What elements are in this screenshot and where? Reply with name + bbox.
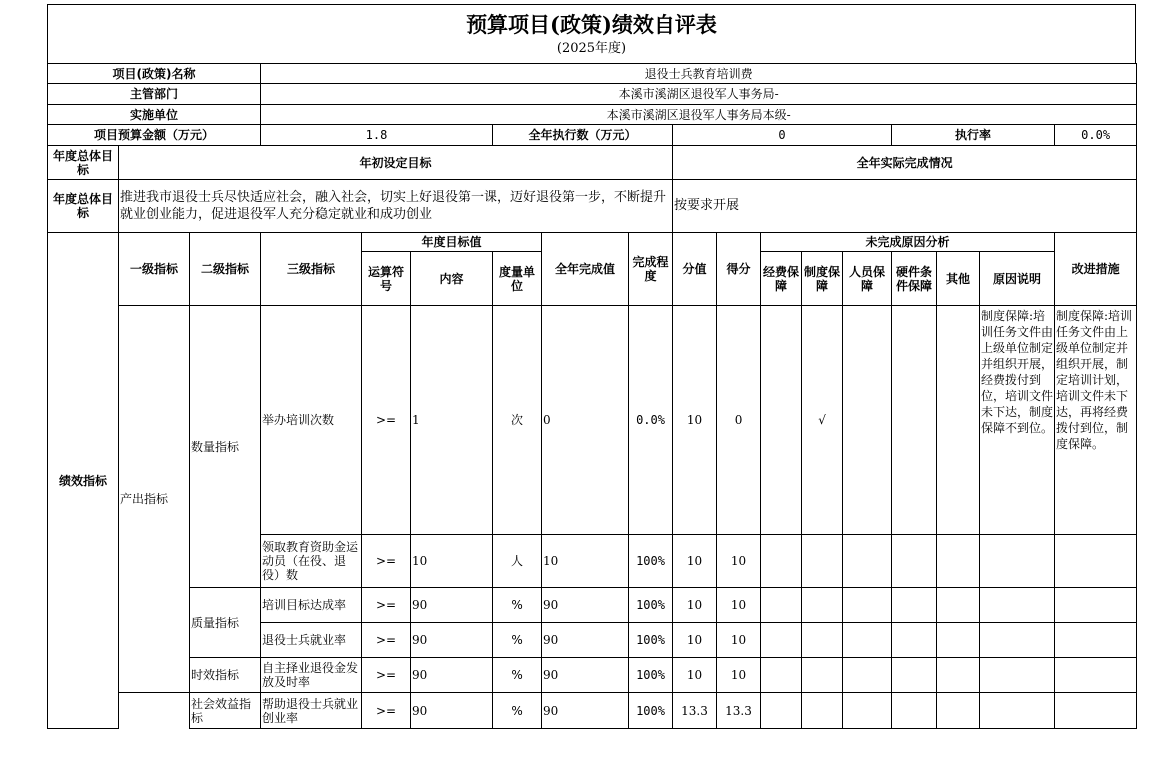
- operator-cell: >=: [362, 693, 411, 729]
- hardware-cell: [892, 693, 937, 729]
- system-check-mark: √: [802, 306, 843, 535]
- improvement-cell: [1055, 693, 1137, 729]
- goals-label: 年度总体目标: [48, 146, 119, 180]
- improvement-cell: 制度保障:培训任务文件由上级单位制定并组织开展，制定培训计划，培训文件未下达，再将经费拨付到位，制度保障。: [1055, 306, 1137, 535]
- evaluation-table: [47, 63, 1137, 729]
- table-row: [48, 693, 1137, 729]
- executed-label: 全年执行数（万元）: [493, 125, 673, 146]
- score-cell: 10: [717, 658, 761, 693]
- unit-cell: 次: [493, 306, 542, 535]
- effect-category: [119, 693, 190, 729]
- unit-cell: %: [493, 693, 542, 729]
- page-title: 预算项目(政策)绩效自评表: [466, 12, 717, 37]
- personnel-cell: [843, 693, 892, 729]
- unit-cell: 人: [493, 535, 542, 588]
- system-cell: [802, 693, 843, 729]
- rate-label: 执行率: [892, 125, 1055, 146]
- points-cell: 10: [673, 588, 717, 623]
- funding-cell: [761, 623, 802, 658]
- system-cell: [802, 623, 843, 658]
- hardware-cell: [892, 535, 937, 588]
- initial-goal-header: 年初设定目标: [119, 146, 673, 180]
- dept-label: 主管部门: [48, 84, 261, 105]
- annual-value-header: 全年完成值: [542, 233, 629, 306]
- level2-header: 二级指标: [190, 233, 261, 306]
- operator-header: 运算符号: [362, 252, 411, 306]
- operator-cell: >=: [362, 658, 411, 693]
- target-group-header: 年度目标值: [362, 233, 542, 252]
- points-cell: 10: [673, 535, 717, 588]
- indicator-name: 帮助退役士兵就业创业率: [261, 693, 362, 729]
- table-row: [48, 588, 1137, 623]
- operator-cell: >=: [362, 306, 411, 535]
- executed-value: 0: [673, 125, 892, 146]
- social-category: 社会效益指标: [190, 693, 261, 729]
- score-header: 得分: [717, 233, 761, 306]
- other-cell: [937, 693, 980, 729]
- reason-group-header: 未完成原因分析: [761, 233, 1055, 252]
- unit-row: [48, 105, 1137, 125]
- actual-goal-header: 全年实际完成情况: [673, 146, 1137, 180]
- rate-value: 0.0%: [1055, 125, 1137, 146]
- points-cell: 10: [673, 306, 717, 535]
- value-cell: 90: [542, 693, 629, 729]
- dept-value: 本溪市溪湖区退役军人事务局-: [261, 84, 1137, 105]
- project-name-row: [48, 64, 1137, 84]
- personnel-cell: [843, 658, 892, 693]
- content-header: 内容: [411, 252, 493, 306]
- funding-header: 经费保障: [761, 252, 802, 306]
- operator-cell: >=: [362, 623, 411, 658]
- other-cell: [937, 588, 980, 623]
- value-cell: 0: [542, 306, 629, 535]
- completion-cell: 100%: [629, 693, 673, 729]
- value-cell: 90: [542, 623, 629, 658]
- personnel-cell: [843, 306, 892, 535]
- personnel-cell: [843, 535, 892, 588]
- funding-cell: [761, 658, 802, 693]
- other-cell: [937, 658, 980, 693]
- completion-header: 完成程度: [629, 233, 673, 306]
- indicator-name: 自主择业退役金发放及时率: [261, 658, 362, 693]
- budget-value: 1.8: [261, 125, 493, 146]
- other-cell: [937, 306, 980, 535]
- year-subtitle: (2025年度): [556, 41, 627, 56]
- unit-cell: %: [493, 623, 542, 658]
- indicator-name: 培训目标达成率: [261, 588, 362, 623]
- goals-header-row: [48, 146, 1137, 180]
- improvement-cell: [1055, 658, 1137, 693]
- content-cell: 90: [411, 588, 493, 623]
- quality-category: 质量指标: [190, 588, 261, 658]
- table-row: [48, 306, 1137, 535]
- unit-cell: %: [493, 658, 542, 693]
- other-cell: [937, 535, 980, 588]
- hardware-header: 硬件条件保障: [892, 252, 937, 306]
- budget-row: [48, 125, 1137, 146]
- operator-cell: >=: [362, 535, 411, 588]
- quantity-category: 数量指标: [190, 306, 261, 588]
- perf-indicator-label: 绩效指标: [48, 233, 119, 729]
- score-cell: 10: [717, 623, 761, 658]
- operator-cell: >=: [362, 588, 411, 623]
- content-cell: 90: [411, 658, 493, 693]
- header-row-1: [48, 233, 1137, 252]
- completion-cell: 0.0%: [629, 306, 673, 535]
- table-row: [48, 658, 1137, 693]
- evaluation-sheet: [47, 4, 1136, 729]
- hardware-cell: [892, 588, 937, 623]
- reason-header: 原因说明: [980, 252, 1055, 306]
- hardware-cell: [892, 658, 937, 693]
- score-cell: 13.3: [717, 693, 761, 729]
- score-cell: 10: [717, 588, 761, 623]
- score-cell: 10: [717, 535, 761, 588]
- budget-label: 项目预算金额（万元）: [48, 125, 261, 146]
- personnel-header: 人员保障: [843, 252, 892, 306]
- actual-goal-text: 按要求开展: [673, 180, 1137, 233]
- goals-text-row: [48, 180, 1137, 233]
- score-value-header: 分值: [673, 233, 717, 306]
- project-name-value: 退役士兵教育培训费: [261, 64, 1137, 84]
- personnel-cell: [843, 588, 892, 623]
- other-header: 其他: [937, 252, 980, 306]
- improvement-header: 改进措施: [1055, 233, 1137, 306]
- reason-cell: [980, 623, 1055, 658]
- goals-label-2: 年度总体目标: [48, 180, 119, 233]
- points-cell: 13.3: [673, 693, 717, 729]
- system-cell: [802, 588, 843, 623]
- indicator-name: 退役士兵就业率: [261, 623, 362, 658]
- content-cell: 10: [411, 535, 493, 588]
- personnel-cell: [843, 623, 892, 658]
- completion-cell: 100%: [629, 623, 673, 658]
- hardware-cell: [892, 306, 937, 535]
- funding-cell: [761, 588, 802, 623]
- content-cell: 1: [411, 306, 493, 535]
- reason-cell: [980, 658, 1055, 693]
- level1-header: 一级指标: [119, 233, 190, 306]
- level3-header: 三级指标: [261, 233, 362, 306]
- improvement-cell: [1055, 535, 1137, 588]
- system-header: 制度保障: [802, 252, 843, 306]
- project-name-label: 项目(政策)名称: [48, 64, 261, 84]
- reason-cell: [980, 535, 1055, 588]
- completion-cell: 100%: [629, 658, 673, 693]
- improvement-cell: [1055, 588, 1137, 623]
- reason-cell: [980, 693, 1055, 729]
- unit-label: 实施单位: [48, 105, 261, 125]
- points-cell: 10: [673, 623, 717, 658]
- completion-cell: 100%: [629, 588, 673, 623]
- score-cell: 0: [717, 306, 761, 535]
- improvement-cell: [1055, 623, 1137, 658]
- other-cell: [937, 623, 980, 658]
- content-cell: 90: [411, 693, 493, 729]
- value-cell: 90: [542, 658, 629, 693]
- hardware-cell: [892, 623, 937, 658]
- reason-cell: [980, 588, 1055, 623]
- indicator-name: 举办培训次数: [261, 306, 362, 535]
- content-cell: 90: [411, 623, 493, 658]
- value-cell: 10: [542, 535, 629, 588]
- initial-goal-text: 推进我市退役士兵尽快适应社会，融入社会，切实上好退役第一课，迈好退役第一步，不断提升就业创业能力，促进退役军人充分稳定就业和成功创业: [119, 180, 673, 233]
- unit-header: 度量单位: [493, 252, 542, 306]
- output-category: 产出指标: [119, 306, 190, 693]
- system-cell: [802, 535, 843, 588]
- indicator-name: 领取教育资助金运动员（在役、退役）数: [261, 535, 362, 588]
- funding-cell: [761, 693, 802, 729]
- unit-cell: %: [493, 588, 542, 623]
- completion-cell: 100%: [629, 535, 673, 588]
- value-cell: 90: [542, 588, 629, 623]
- dept-row: [48, 84, 1137, 105]
- unit-value: 本溪市溪湖区退役军人事务局本级-: [261, 105, 1137, 125]
- funding-cell: [761, 306, 802, 535]
- funding-cell: [761, 535, 802, 588]
- title-block: [47, 4, 1136, 63]
- points-cell: 10: [673, 658, 717, 693]
- reason-cell: 制度保障:培训任务文件由上级单位制定并组织开展，经费拨付到位，培训文件未下达，制度保障不到位。: [980, 306, 1055, 535]
- system-cell: [802, 658, 843, 693]
- timeliness-category: 时效指标: [190, 658, 261, 693]
